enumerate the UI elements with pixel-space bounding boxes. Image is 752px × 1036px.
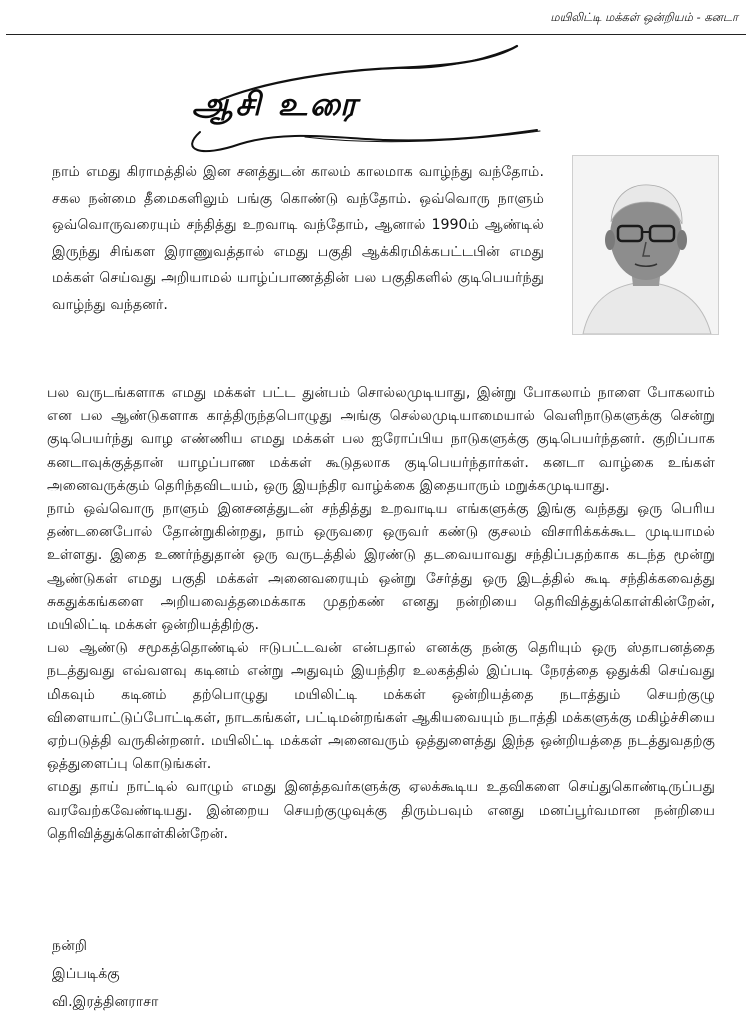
page-header — [0, 0, 752, 40]
portrait-icon — [573, 156, 718, 334]
running-title: மயிலிட்டி மக்கள் ஒன்றியம் - கனடா — [550, 10, 738, 24]
intro-section — [52, 159, 544, 319]
signoff-block — [52, 932, 158, 1016]
signoff-name: வி.இரத்தினராசா — [52, 994, 159, 1010]
page-title: ஆசி உரை — [192, 85, 360, 123]
body-paragraph-2: நாம் ஒவ்வொரு நாளும் இனசனத்துடன் சந்தித்து உறவாடிய எங்களுக்கு இங்கு வந்தது ஒரு பெரிய தண்டனைபோல் தோன்றுகின்றது, நாம் ஒருவரை ஒருவர் கண்டு குசலம் விசாரிக்கக்கூட முடியாமல் உள்ளது. இதை உணர்ந்துதான் ஒரு வருடத்தில் இரண்டு தடவையாவது சந்திப்பதற்காக கடந்த மூன்று ஆண்டுகள் எமது பகுதி மக்கள் அனைவரையும் ஒன்று சேர்த்து ஒரு இடத்தில் கூடி சந்திக்கவைத்து சுகதுக்கங்களை அறியவைத்தமைக்காக முதற்கண் எனது நன்றியை தெரிவித்துக்கொள்கின்றேன், மயிலிட்டி மக்கள் ஒன்றியத்திற்கு. — [47, 501, 715, 634]
body-paragraph-1: பல வருடங்களாக எமது மக்கள் பட்ட துன்பம் சொல்லமுடியாது, இன்று போகலாம் நாளை போகலாம் என பல ஆண்டுகளாக காத்திருந்தபொழுது அங்கு செல்லமுடியாமையால் வெளிநாடுகளுக்கு சென்று குடிபெயர்ந்து வாழ எண்ணிய எமது மக்கள் பல ஐரோப்பிய நாடுகளுக்கு குடிபெயர்ந்தனர். குறிப்பாக கனடாவுக்குத்தான் யாழப்பாண மக்கள் கூடுதலாக குடிபெயர்ந்தார்கள். கனடா வாழ்கை உங்கள் அனைவருக்கும் தெரிந்தவிடயம், ஒரு இயந்திர வாழ்க்கை இதையாரும் மறுக்கமுடியாது. — [47, 385, 715, 494]
body-paragraph-4: எமது தாய் நாட்டில் வாழும் எமது இனத்தவர்களுக்கு ஏலக்கூடிய உதவிகளை செய்துகொண்டிருப்பது வரவேற்கவேண்டியது. இன்றைய செயற்குழுவுக்கு திரும்பவும் எனது மனப்பூர்வமான நன்றியை தெரிவித்துக்கொள்கின்றேன். — [47, 779, 715, 842]
main-body — [47, 382, 715, 846]
portrait-photo — [572, 155, 719, 335]
signoff-closing: இப்படிக்கு — [52, 966, 120, 982]
body-paragraph-3: பல ஆண்டு சமூகத்தொண்டில் ஈடுபட்டவன் என்பதால் எனக்கு நன்கு தெரியும் ஒரு ஸ்தாபனத்தை நடத்துவது எவ்வளவு கடினம் என்று அதுவும் இயந்திர உலகத்தில் இப்படி நேரத்தை ஒதுக்கி செய்வது மிகவும் கடினம் தற்பொழுது மயிலிட்டி மக்கள் ஒன்றியத்தை நடாத்தும் செயற்குழு விளையாட்டுப்போட்டிகள், நாடகங்கள், பட்டிமன்றங்கள் ஆகியவையும் நடாத்தி மக்களுக்கு மகிழ்ச்சியை ஏற்படுத்தி வருகின்றனர். மயிலிட்டி மக்கள் அனைவரும் ஒத்துளைத்து இந்த ஒன்றியத்தை நடத்துவதற்கு ஒத்துளைப்பு கொடுங்கள். — [47, 640, 715, 773]
signoff-thanks: நன்றி — [52, 938, 88, 954]
intro-paragraph: நாம் எமது கிராமத்தில் இன சனத்துடன் காலம் காலமாக வாழ்ந்து வந்தோம். சகல நன்மை தீமைகளிலும் பங்கு கொண்டு வந்தோம். ஒவ்வொரு நாளும் ஒவ்வொருவரையும் சந்தித்து உறவாடி வந்தோம், ஆனால் 1990ம் ஆண்டில் இருந்து சிங்கள இராணுவத்தால் எமது பகுதி ஆக்கிரமிக்கபட்டபின் எமது மக்கள் செய்வது அறியாமல் யாழ்ப்பாணத்தின் பல பகுதிகளில் குடிபெயர்ந்து வாழ்ந்து வந்தனர். — [52, 164, 544, 313]
header-rule — [6, 34, 746, 35]
